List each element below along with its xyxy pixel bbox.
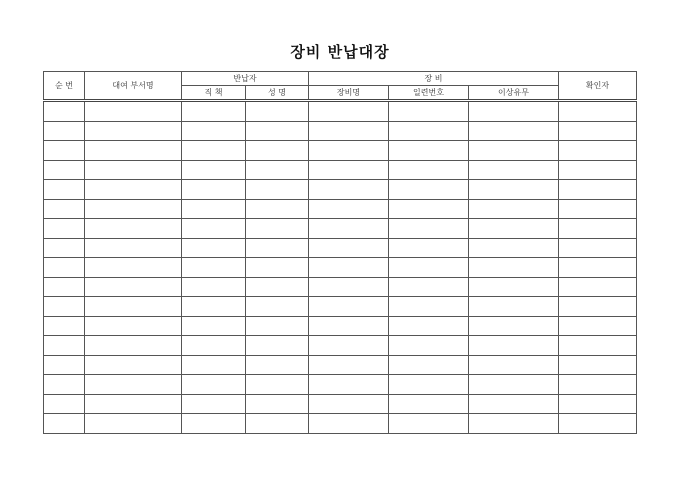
serial-cell[interactable]	[389, 316, 469, 336]
seq-cell[interactable]	[44, 375, 85, 395]
name-cell[interactable]	[246, 336, 309, 356]
seq-cell[interactable]	[44, 355, 85, 375]
equip-name-cell[interactable]	[309, 180, 389, 200]
seq-cell[interactable]	[44, 316, 85, 336]
anomaly-cell[interactable]	[469, 355, 559, 375]
name-cell[interactable]	[246, 219, 309, 239]
anomaly-cell[interactable]	[469, 160, 559, 180]
confirmer-cell[interactable]	[559, 277, 637, 297]
ledger-body	[44, 101, 637, 434]
position-cell[interactable]	[182, 277, 246, 297]
confirmer-cell[interactable]	[559, 219, 637, 239]
anomaly-cell[interactable]	[469, 414, 559, 434]
equip-name-cell[interactable]	[309, 141, 389, 161]
position-cell[interactable]	[182, 121, 246, 141]
dept-cell[interactable]	[85, 394, 182, 414]
equip-name-cell[interactable]	[309, 355, 389, 375]
anomaly-cell[interactable]	[469, 219, 559, 239]
anomaly-cell[interactable]	[469, 375, 559, 395]
header-row-top	[44, 72, 637, 86]
table-row	[44, 180, 637, 200]
position-cell[interactable]	[182, 238, 246, 258]
seq-cell[interactable]	[44, 297, 85, 317]
seq-cell[interactable]	[44, 336, 85, 356]
name-cell[interactable]	[246, 141, 309, 161]
equip-name-cell[interactable]	[309, 414, 389, 434]
seq-cell[interactable]	[44, 199, 85, 219]
position-cell[interactable]	[182, 180, 246, 200]
serial-cell[interactable]	[389, 219, 469, 239]
anomaly-cell[interactable]	[469, 258, 559, 278]
serial-cell[interactable]	[389, 141, 469, 161]
equip-name-cell[interactable]	[309, 101, 389, 122]
table-row	[44, 121, 637, 141]
dept-cell[interactable]	[85, 258, 182, 278]
name-cell[interactable]	[246, 180, 309, 200]
seq-cell[interactable]	[44, 277, 85, 297]
position-cell[interactable]	[182, 355, 246, 375]
anomaly-cell[interactable]	[469, 180, 559, 200]
equip-name-cell[interactable]	[309, 394, 389, 414]
anomaly-cell[interactable]	[469, 297, 559, 317]
dept-cell[interactable]	[85, 238, 182, 258]
dept-cell[interactable]	[85, 336, 182, 356]
name-cell[interactable]	[246, 101, 309, 122]
serial-cell[interactable]	[389, 414, 469, 434]
dept-cell[interactable]	[85, 277, 182, 297]
seq-cell[interactable]	[44, 180, 85, 200]
dept-cell[interactable]	[85, 316, 182, 336]
seq-cell[interactable]	[44, 219, 85, 239]
name-cell[interactable]	[246, 316, 309, 336]
document-title: 장비 반납대장	[290, 43, 390, 61]
confirmer-cell[interactable]	[559, 160, 637, 180]
header-equip-name: 장비명	[309, 86, 389, 101]
name-cell[interactable]	[246, 375, 309, 395]
table-row	[44, 238, 637, 258]
confirmer-cell[interactable]	[559, 316, 637, 336]
header-serial: 일련번호	[389, 86, 469, 101]
name-cell[interactable]	[246, 355, 309, 375]
position-cell[interactable]	[182, 258, 246, 278]
name-cell[interactable]	[246, 414, 309, 434]
dept-cell[interactable]	[85, 414, 182, 434]
seq-cell[interactable]	[44, 394, 85, 414]
anomaly-cell[interactable]	[469, 199, 559, 219]
confirmer-cell[interactable]	[559, 238, 637, 258]
name-cell[interactable]	[246, 160, 309, 180]
confirmer-cell[interactable]	[559, 394, 637, 414]
name-cell[interactable]	[246, 238, 309, 258]
serial-cell[interactable]	[389, 199, 469, 219]
table-row	[44, 141, 637, 161]
position-cell[interactable]	[182, 316, 246, 336]
equip-name-cell[interactable]	[309, 277, 389, 297]
equip-name-cell[interactable]	[309, 336, 389, 356]
header-anomaly: 이상유무	[469, 86, 559, 101]
name-cell[interactable]	[246, 277, 309, 297]
equip-name-cell[interactable]	[309, 121, 389, 141]
dept-cell[interactable]	[85, 297, 182, 317]
position-cell[interactable]	[182, 199, 246, 219]
table-row	[44, 336, 637, 356]
equip-name-cell[interactable]	[309, 199, 389, 219]
equip-name-cell[interactable]	[309, 258, 389, 278]
confirmer-cell[interactable]	[559, 414, 637, 434]
position-cell[interactable]	[182, 101, 246, 122]
header-confirmer: 확인자	[559, 72, 637, 101]
equip-name-cell[interactable]	[309, 375, 389, 395]
confirmer-cell[interactable]	[559, 258, 637, 278]
seq-cell[interactable]	[44, 258, 85, 278]
equip-name-cell[interactable]	[309, 297, 389, 317]
confirmer-cell[interactable]	[559, 375, 637, 395]
anomaly-cell[interactable]	[469, 141, 559, 161]
dept-cell[interactable]	[85, 199, 182, 219]
position-cell[interactable]	[182, 219, 246, 239]
name-cell[interactable]	[246, 258, 309, 278]
dept-cell[interactable]	[85, 160, 182, 180]
anomaly-cell[interactable]	[469, 336, 559, 356]
confirmer-cell[interactable]	[559, 199, 637, 219]
table-row	[44, 277, 637, 297]
serial-cell[interactable]	[389, 238, 469, 258]
table-row	[44, 297, 637, 317]
serial-cell[interactable]	[389, 258, 469, 278]
seq-cell[interactable]	[44, 141, 85, 161]
position-cell[interactable]	[182, 394, 246, 414]
seq-cell[interactable]	[44, 101, 85, 122]
serial-cell[interactable]	[389, 277, 469, 297]
anomaly-cell[interactable]	[469, 277, 559, 297]
position-cell[interactable]	[182, 160, 246, 180]
confirmer-cell[interactable]	[559, 355, 637, 375]
table-row	[44, 160, 637, 180]
name-cell[interactable]	[246, 297, 309, 317]
equipment-return-ledger-table	[43, 71, 637, 434]
table-row	[44, 375, 637, 395]
equip-name-cell[interactable]	[309, 219, 389, 239]
serial-cell[interactable]	[389, 355, 469, 375]
position-cell[interactable]	[182, 141, 246, 161]
name-cell[interactable]	[246, 394, 309, 414]
anomaly-cell[interactable]	[469, 394, 559, 414]
seq-cell[interactable]	[44, 238, 85, 258]
anomaly-cell[interactable]	[469, 238, 559, 258]
seq-cell[interactable]	[44, 160, 85, 180]
table-row	[44, 355, 637, 375]
dept-cell[interactable]	[85, 355, 182, 375]
header-position: 직 책	[182, 86, 246, 101]
table-row	[44, 414, 637, 434]
table-row	[44, 258, 637, 278]
table-row	[44, 219, 637, 239]
confirmer-cell[interactable]	[559, 101, 637, 122]
serial-cell[interactable]	[389, 121, 469, 141]
serial-cell[interactable]	[389, 101, 469, 122]
dept-cell[interactable]	[85, 141, 182, 161]
header-returner-group: 반납자	[182, 72, 309, 86]
confirmer-cell[interactable]	[559, 141, 637, 161]
confirmer-cell[interactable]	[559, 121, 637, 141]
serial-cell[interactable]	[389, 336, 469, 356]
position-cell[interactable]	[182, 414, 246, 434]
serial-cell[interactable]	[389, 180, 469, 200]
dept-cell[interactable]	[85, 101, 182, 122]
table-row	[44, 316, 637, 336]
dept-cell[interactable]	[85, 180, 182, 200]
dept-cell[interactable]	[85, 375, 182, 395]
position-cell[interactable]	[182, 336, 246, 356]
position-cell[interactable]	[182, 297, 246, 317]
name-cell[interactable]	[246, 121, 309, 141]
header-equipment-group: 장 비	[309, 72, 559, 86]
serial-cell[interactable]	[389, 375, 469, 395]
header-name: 성 명	[246, 86, 309, 101]
anomaly-cell[interactable]	[469, 121, 559, 141]
header-dept: 대여 부서명	[85, 72, 182, 101]
dept-cell[interactable]	[85, 219, 182, 239]
position-cell[interactable]	[182, 375, 246, 395]
table-row	[44, 394, 637, 414]
header-seq: 순 번	[44, 72, 85, 101]
serial-cell[interactable]	[389, 297, 469, 317]
confirmer-cell[interactable]	[559, 180, 637, 200]
equip-name-cell[interactable]	[309, 160, 389, 180]
anomaly-cell[interactable]	[469, 101, 559, 122]
confirmer-cell[interactable]	[559, 297, 637, 317]
seq-cell[interactable]	[44, 121, 85, 141]
anomaly-cell[interactable]	[469, 316, 559, 336]
name-cell[interactable]	[246, 199, 309, 219]
equip-name-cell[interactable]	[309, 238, 389, 258]
table-row	[44, 101, 637, 122]
table-row	[44, 199, 637, 219]
serial-cell[interactable]	[389, 160, 469, 180]
confirmer-cell[interactable]	[559, 336, 637, 356]
equip-name-cell[interactable]	[309, 316, 389, 336]
seq-cell[interactable]	[44, 414, 85, 434]
dept-cell[interactable]	[85, 121, 182, 141]
serial-cell[interactable]	[389, 394, 469, 414]
